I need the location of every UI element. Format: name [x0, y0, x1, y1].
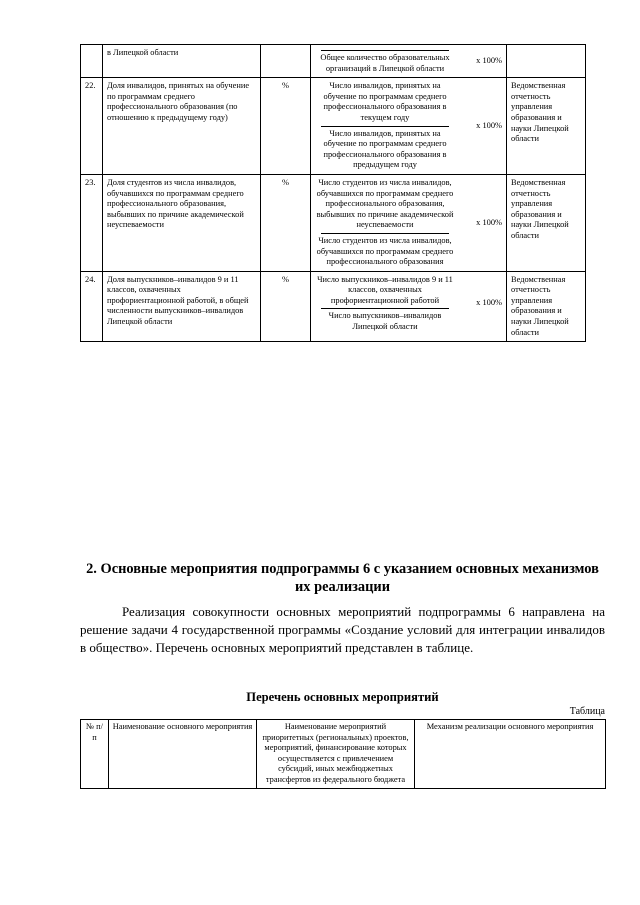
cell-formula	[311, 78, 507, 175]
cell-unit: %	[261, 174, 311, 271]
header-number: № п/п	[81, 720, 109, 789]
table-header-row	[81, 720, 606, 789]
table-caption: Таблица	[569, 706, 605, 717]
formula-multiplier: х 100%	[476, 120, 502, 130]
formula-multiplier: х 100%	[476, 217, 502, 227]
cell-source: Ведомственная отчетность управления образования и науки Липецкой области	[507, 174, 586, 271]
formula-denominator: Число студентов из числа инвалидов, обучавшихся по программам среднего профессионального образования	[316, 235, 454, 267]
cell-formula	[311, 271, 507, 342]
cell-number: 24.	[81, 271, 103, 342]
formula-multiplier: х 100%	[476, 298, 502, 308]
cell-source: Ведомственная отчетность управления образования и науки Липецкой области	[507, 271, 586, 342]
cell-source: Ведомственная отчетность управления образования и науки Липецкой области	[507, 78, 586, 175]
formula-numerator: Число выпускников–инвалидов 9 и 11 классов, охваченных профориентационной работой	[317, 274, 453, 305]
formula-denominator: Общее количество образовательных организаций в Липецкой области	[320, 53, 450, 73]
fraction-line	[321, 308, 449, 309]
cell-indicator-name: Доля инвалидов, принятых на обучение по программам среднего профессионального образования (по отношению к предыдущему году)	[103, 78, 261, 175]
formula-denominator: Число выпускников–инвалидов Липецкой области	[328, 311, 442, 332]
table-row-continuation	[81, 45, 586, 78]
cell-indicator-name: Доля выпускников–инвалидов 9 и 11 классов, охваченных профориентационной работой, в общей численности выпускников–инвалидов Липецкой области	[103, 271, 261, 342]
table-row	[81, 174, 586, 271]
formula-multiplier: х 100%	[476, 55, 502, 65]
section-paragraph: Реализация совокупности основных мероприятий подпрограммы 6 направлена на решение задачи 4 государственной программы «Создание условий для интеграции инвалидов в общество». Перечень основных мероприятий представлен в таблице.	[80, 604, 605, 655]
cell-indicator-name: в Липецкой области	[103, 45, 261, 78]
cell-number: 22.	[81, 78, 103, 175]
cell-formula	[311, 174, 507, 271]
fraction-line	[321, 50, 449, 51]
formula-numerator: Число студентов из числа инвалидов, обучавшихся по программам среднего профессионального образования, выбывших по причине академической неуспеваемости	[316, 177, 454, 230]
cell-indicator-name: Доля студентов из числа инвалидов, обучавшихся по программам среднего профессионального образования, выбывших по причине академической неуспеваемости	[103, 174, 261, 271]
cell-unit	[261, 45, 311, 78]
formula-numerator: Число инвалидов, принятых на обучение по программам среднего профессионального образования в текущем году	[323, 81, 447, 122]
fraction-line	[321, 233, 449, 234]
header-project-measures: Наименование мероприятий приоритетных (региональных) проектов, мероприятий, финансирование которых осуществляется с привлечением субсидий, иных межбюджетных трансфертов из федерального бюджета	[257, 720, 415, 789]
cell-formula	[311, 45, 507, 78]
table-row	[81, 78, 586, 175]
cell-source	[507, 45, 586, 78]
cell-unit: %	[261, 271, 311, 342]
cell-unit: %	[261, 78, 311, 175]
section-title: 2. Основные мероприятия подпрограммы 6 с указанием основных механизмов их реализации	[86, 561, 599, 595]
header-mechanism: Механизм реализации основного мероприятия	[415, 720, 606, 789]
cell-number: 23.	[81, 174, 103, 271]
formula-denominator: Число инвалидов, принятых на обучение по программам среднего профессионального образования в предыдущем году	[323, 128, 447, 170]
measures-table-title: Перечень основных мероприятий	[246, 690, 439, 704]
indicators-table	[80, 44, 586, 342]
cell-number	[81, 45, 103, 78]
fraction-line	[321, 126, 449, 127]
header-measure-name: Наименование основного мероприятия	[109, 720, 257, 789]
table-row	[81, 271, 586, 342]
measures-table	[80, 719, 606, 789]
